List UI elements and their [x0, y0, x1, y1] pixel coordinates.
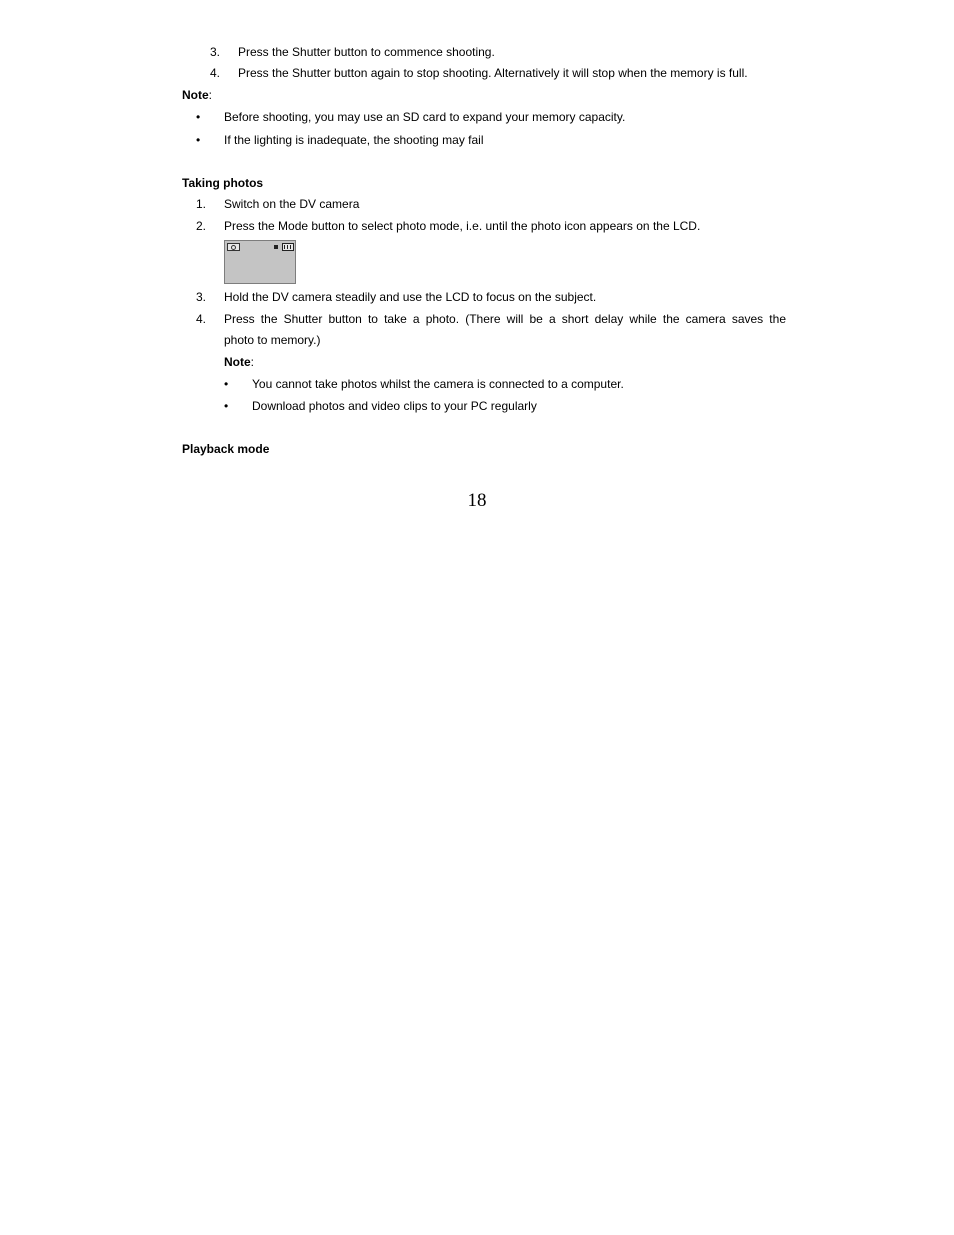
note-colon: :	[208, 88, 213, 102]
step-text: Press the Mode button to select photo mode, i.e. until the photo icon appears on the LCD.	[224, 219, 701, 233]
section-heading-taking-photos: Taking photos	[182, 176, 264, 190]
section-heading-playback-mode: Playback mode	[182, 442, 270, 456]
step-number: 4.	[196, 312, 207, 326]
step-text: Press the Shutter button again to stop shooting. Alternatively it will stop when the memory is full.	[238, 66, 748, 80]
note-item: Before shooting, you may use an SD card to expand your memory capacity.	[224, 110, 626, 124]
note-item: If the lighting is inadequate, the shooting may fail	[224, 133, 484, 147]
step-text: Press the Shutter button to commence shooting.	[238, 45, 495, 59]
battery-icon	[282, 243, 294, 251]
note-label-text: Note	[224, 355, 251, 369]
bullet-icon: •	[196, 110, 201, 124]
bullet-icon: •	[196, 133, 201, 147]
note-label	[224, 355, 254, 369]
step-number: 2.	[196, 219, 207, 233]
note-item: You cannot take photos whilst the camera is connected to a computer.	[252, 377, 624, 391]
note-colon: :	[250, 355, 255, 369]
step-text-continuation: photo to memory.)	[224, 333, 321, 347]
step-number: 1.	[196, 197, 207, 211]
step-number: 4.	[210, 66, 221, 80]
note-item: Download photos and video clips to your PC regularly	[252, 399, 537, 413]
step-text: Hold the DV camera steadily and use the LCD to focus on the subject.	[224, 290, 597, 304]
note-label-text: Note	[182, 88, 209, 102]
camera-icon	[227, 243, 240, 251]
note-label	[182, 88, 212, 102]
page-number: 18	[467, 490, 487, 511]
step-text: Press the Shutter button to take a photo. (There will be a short delay while the camera saves the	[224, 312, 786, 326]
step-number: 3.	[196, 290, 207, 304]
step-text: Switch on the DV camera	[224, 197, 360, 211]
memory-card-icon	[274, 245, 278, 249]
step-number: 3.	[210, 45, 221, 59]
bullet-icon: •	[224, 399, 229, 413]
lcd-screen-illustration	[224, 240, 296, 284]
bullet-icon: •	[224, 377, 229, 391]
